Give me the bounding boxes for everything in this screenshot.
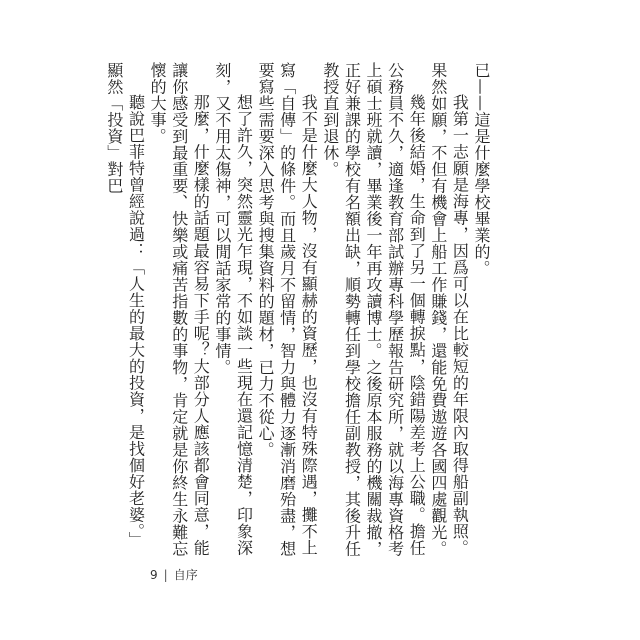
- paragraph-3: 幾年後結婚，生命到了另一個轉捩點，陰錯陽差考上公職。擔任公務員不久，適逢教育部試辦專科學歷報告研究所，就以海專資格考上碩士班就讀，畢業後一年再攻讀博士。之後原本服務的機關裁撤，正好兼課的學校有名額出缺，順勢轉任到學校擔任副教授，其後升任教授直到退休。: [320, 62, 427, 557]
- paragraph-7: 聽說巴菲特曾經說過：「人生的最大的投資，是找個好老婆。」顯然「投資」對巴: [104, 62, 146, 548]
- paragraph-2: 我第一志願是海專，因爲可以在比較短的年限內取得船副執照。果然如願，不但有機會上船工作賺錢，還能免費遨遊各國四處觀光。: [428, 62, 470, 557]
- paragraph-6: 那麼，什麼樣的話題最容易下手呢？大部分人應該都會同意，能讓你感受到最重要、快樂或痛苦指數的事物，肯定就是你終生永難忘懷的大事。: [148, 62, 211, 557]
- paragraph-4: 我不是什麼大人物，沒有顯赫的資歷，也沒有特殊際遇，攤不上寫「自傳」的條件。而且歲月不留情，智力與體力逐漸消磨殆盡，想要寫些需要深入思考與搜集資料的題材，已力不從心。: [256, 62, 319, 557]
- paragraph-5: 想了許久，突然靈光乍現，不如談一些現在還記憶清楚，印象深刻，又不用太傷神，可以閒話家常的事情。: [212, 62, 254, 556]
- paragraph-1: 已——這是什麼學校畢業的。: [472, 62, 491, 277]
- page-number: 9: [150, 568, 158, 582]
- footer-separator: |: [163, 568, 168, 582]
- page-footer: [150, 566, 198, 583]
- vertical-text-body: [104, 62, 492, 562]
- section-title: 自序: [173, 568, 198, 582]
